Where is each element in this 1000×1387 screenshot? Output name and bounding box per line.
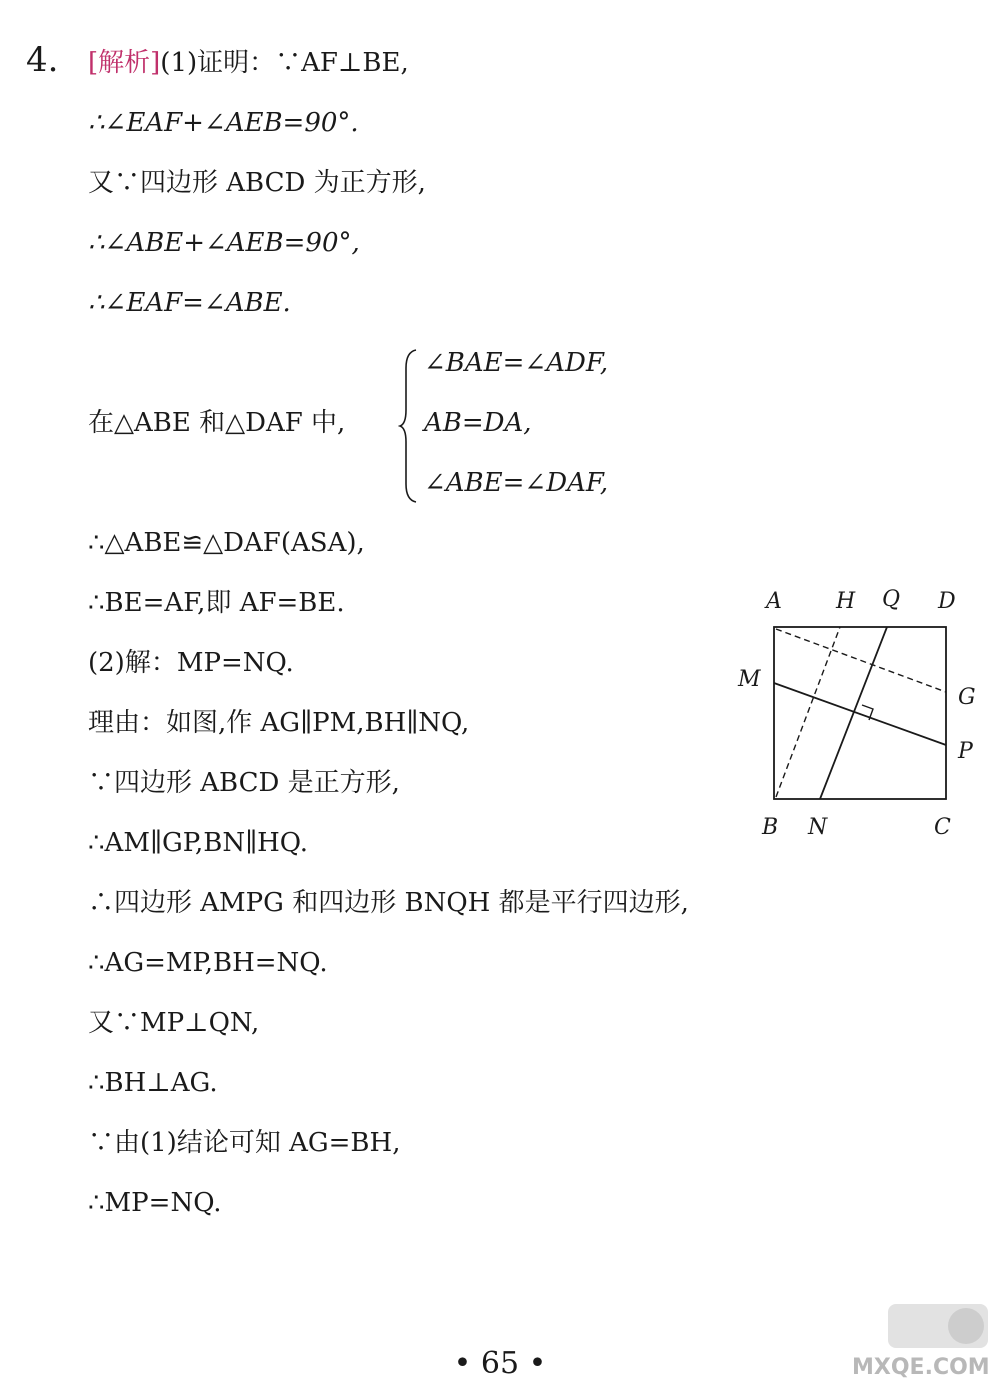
analysis-tag: [解析]	[88, 48, 161, 78]
system-condition-1: ∠BAE=∠ADF,	[424, 348, 609, 378]
system-condition-3: ∠ABE=∠DAF,	[424, 468, 609, 498]
analysis-line-1	[88, 45, 409, 81]
proof-line: (2)解：MP=NQ.	[88, 648, 294, 678]
label-q: Q	[882, 587, 901, 612]
proof-line: 理由：如图,作 AG∥PM,BH∥NQ,	[88, 708, 470, 738]
proof-line: ∴BH⊥AG.	[88, 1068, 218, 1098]
watermark-text: MXQE.COM	[852, 1355, 990, 1380]
square-abcd	[774, 627, 946, 799]
label-b: B	[762, 815, 779, 840]
label-p: P	[958, 739, 973, 764]
proof-line: (1)证明：∵AF⊥BE,	[160, 48, 409, 78]
proof-line: ∴∠EAF=∠ABE.	[88, 288, 291, 318]
proof-line: ∵四边形 ABCD 是正方形,	[88, 768, 400, 798]
proof-line: ∴AM∥GP,BN∥HQ.	[88, 828, 309, 858]
proof-line: ∵由(1)结论可知 AG=BH,	[88, 1128, 401, 1158]
system-prefix: 在△ABE 和△DAF 中,	[88, 408, 346, 438]
label-n: N	[808, 815, 828, 840]
proof-line: ∴MP=NQ.	[88, 1188, 222, 1218]
proof-line: ∴BE=AF,即 AF=BE.	[88, 588, 345, 618]
proof-line: ∴∠ABE+∠AEB=90°,	[88, 228, 360, 258]
proof-line: ∴△ABE≌△DAF(ASA),	[88, 528, 365, 558]
proof-line: ∴∠EAF+∠AEB=90°.	[88, 108, 359, 138]
proof-line: 又∵MP⊥QN,	[88, 1008, 260, 1038]
label-m: M	[738, 667, 761, 692]
segment-ag-dashed	[776, 629, 946, 692]
left-brace-icon	[398, 348, 420, 504]
proof-line: 又∵四边形 ABCD 为正方形,	[88, 168, 426, 198]
label-c: C	[934, 815, 951, 840]
proof-line: ∴四边形 AMPG 和四边形 BNQH 都是平行四边形,	[88, 888, 689, 918]
label-h: H	[836, 589, 856, 614]
proof-line: ∴AG=MP,BH=NQ.	[88, 948, 328, 978]
question-number: 4.	[26, 40, 59, 80]
label-d: D	[938, 589, 956, 614]
label-g: G	[958, 685, 976, 710]
label-a: A	[766, 589, 782, 614]
page-number: • 65 •	[453, 1346, 547, 1381]
watermark-logo	[848, 1300, 998, 1384]
system-condition-2: AB=DA,	[424, 408, 532, 438]
square-diagram	[730, 580, 990, 850]
